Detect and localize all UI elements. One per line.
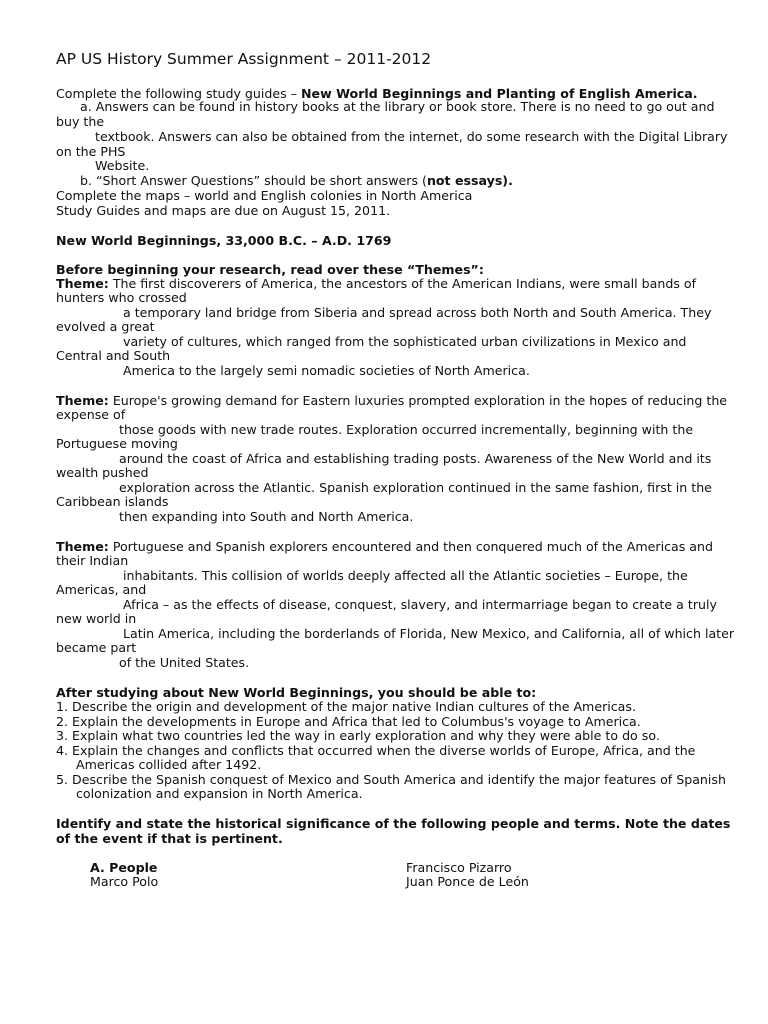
- intro-line-1-text: Complete the following study guides –: [56, 86, 302, 101]
- identify-heading: Identify and state the historical significance of the following people and terms. Note the dates: [56, 816, 731, 831]
- people-heading: A. People: [90, 860, 158, 875]
- theme-1-line: [56, 276, 696, 291]
- theme-1-line: evolved a great: [56, 319, 155, 334]
- section-title: New World Beginnings, 33,000 B.C. – A.D. 1769: [56, 233, 392, 248]
- maps-line: Complete the maps – world and English colonies in North America: [56, 188, 473, 203]
- theme-2-text: Europe's growing demand for Eastern luxuries prompted exploration in the hopes of reducing the: [112, 393, 728, 408]
- objective-item: 4. Explain the changes and conflicts that occurred when the diverse worlds of Europe, Africa, and the: [56, 743, 696, 758]
- theme-label: Theme:: [56, 276, 109, 291]
- theme-label: Theme:: [56, 393, 109, 408]
- people-item: Juan Ponce de León: [406, 874, 529, 889]
- theme-1-line: hunters who crossed: [56, 290, 187, 305]
- objective-item: 5. Describe the Spanish conquest of Mexico and South America and identify the major features of Spanish: [56, 772, 726, 787]
- people-item: Francisco Pizarro: [406, 860, 512, 875]
- theme-3-line: became part: [56, 640, 137, 655]
- theme-2-line: expense of: [56, 407, 126, 422]
- theme-2-line: Caribbean islands: [56, 494, 169, 509]
- theme-2-line: [56, 393, 727, 408]
- objective-item: Americas collided after 1492.: [76, 757, 262, 772]
- theme-1-line: variety of cultures, which ranged from the sophisticated urban civilizations in Mexico and: [123, 334, 687, 349]
- item-b-text: b. “Short Answer Questions” should be short answers (: [80, 173, 427, 188]
- theme-2-line: those goods with new trade routes. Exploration occurred incrementally, beginning with the: [119, 422, 694, 437]
- objectives-heading: After studying about New World Beginnings, you should be able to:: [56, 685, 537, 700]
- intro-line-1-bold: New World Beginnings and Planting of English America.: [301, 86, 698, 101]
- people-item: Marco Polo: [90, 874, 159, 889]
- theme-2-line: wealth pushed: [56, 465, 149, 480]
- theme-3-line: their Indian: [56, 553, 129, 568]
- item-b-bold: not essays).: [426, 173, 513, 188]
- objective-item: 3. Explain what two countries led the way in early exploration and why they were able to do so.: [56, 728, 660, 743]
- objective-item: 2. Explain the developments in Europe and Africa that led to Columbus's voyage to America.: [56, 714, 641, 729]
- objective-item: 1. Describe the origin and development of the major native Indian cultures of the Americas.: [56, 699, 636, 714]
- item-b-line: [80, 173, 513, 188]
- theme-2-line: exploration across the Atlantic. Spanish exploration continued in the same fashion, first in the: [119, 480, 712, 495]
- due-date-line: Study Guides and maps are due on August 15, 2011.: [56, 203, 391, 218]
- theme-1-line: Central and South: [56, 348, 171, 363]
- theme-3-line: inhabitants. This collision of worlds deeply affected all the Atlantic societies – Europe, the: [123, 568, 688, 583]
- theme-1-text: The first discoverers of America, the ancestors of the American Indians, were small bands of: [112, 276, 697, 291]
- theme-2-line: around the coast of Africa and establishing trading posts. Awareness of the New World and its: [119, 451, 712, 466]
- page-title: AP US History Summer Assignment – 2011-2012: [56, 50, 432, 68]
- theme-3-line: of the United States.: [119, 655, 250, 670]
- item-a-line: Website.: [95, 158, 150, 173]
- theme-label: Theme:: [56, 539, 109, 554]
- theme-1-line: America to the largely semi nomadic societies of North America.: [123, 363, 530, 378]
- theme-3-line: [56, 539, 713, 554]
- objective-item: colonization and expansion in North America.: [76, 786, 363, 801]
- theme-3-line: new world in: [56, 611, 137, 626]
- item-a-line: textbook. Answers can also be obtained from the internet, do some research with the Digital Library: [95, 129, 728, 144]
- theme-3-line: Latin America, including the borderlands of Florida, New Mexico, and California, all of which later: [123, 626, 735, 641]
- theme-2-line: then expanding into South and North America.: [119, 509, 414, 524]
- theme-3-line: Africa – as the effects of disease, conquest, slavery, and intermarriage began to create a truly: [123, 597, 717, 612]
- theme-3-line: Americas, and: [56, 582, 147, 597]
- item-a-line: on the PHS: [56, 144, 126, 159]
- theme-3-text: Portuguese and Spanish explorers encountered and then conquered much of the Americas and: [112, 539, 713, 554]
- theme-2-line: Portuguese moving: [56, 436, 178, 451]
- theme-1-line: a temporary land bridge from Siberia and spread across both North and South America. They: [123, 305, 712, 320]
- themes-heading: Before beginning your research, read over these “Themes”:: [56, 262, 484, 277]
- item-a-line: buy the: [56, 114, 105, 129]
- identify-heading: of the event if that is pertinent.: [56, 831, 283, 846]
- item-a-line: a. Answers can be found in history books at the library or book store. There is no need to go out and: [80, 99, 715, 114]
